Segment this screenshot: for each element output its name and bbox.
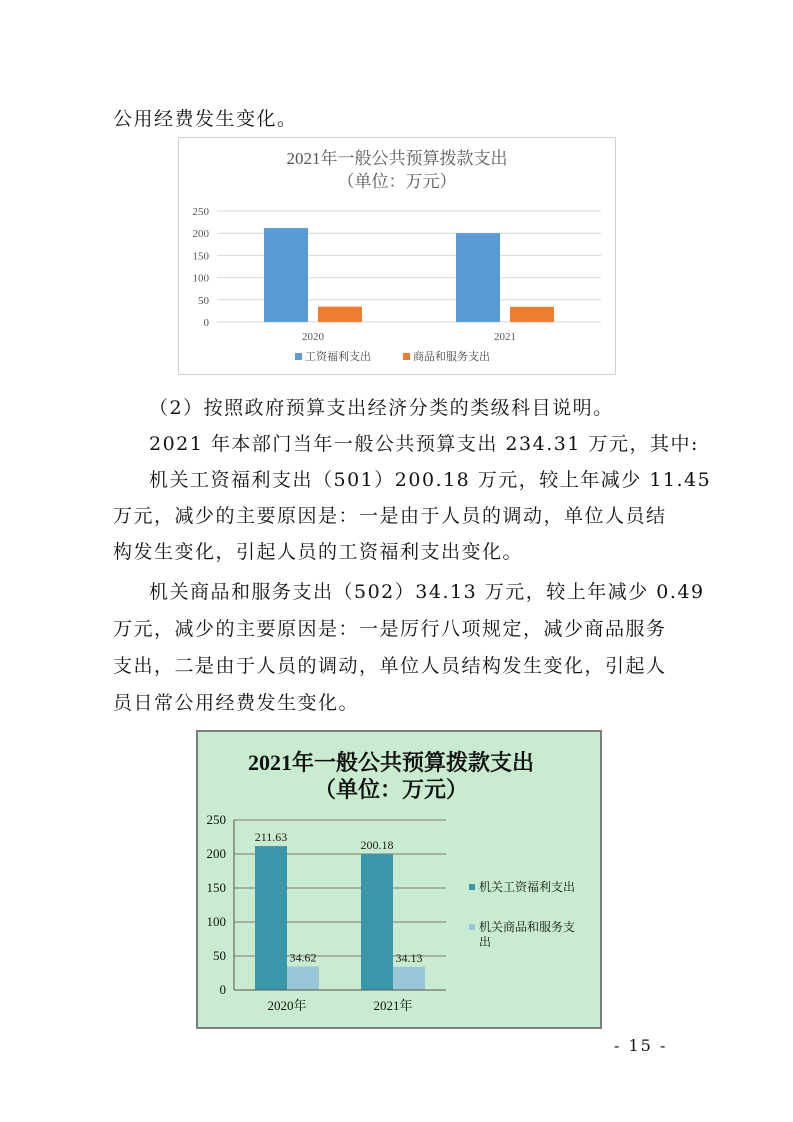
text-line-8: 万元，减少的主要原因是：一是厉行八项规定，减少商品服务 xyxy=(113,618,667,640)
text-line-4: 机关工资福利支出（501）200.18 万元，较上年减少 11.45 xyxy=(149,469,712,491)
text-line-9: 支出，二是由于人员的调动，单位人员结构发生变化，引起人 xyxy=(113,655,667,677)
c2-ytick-4: 200 xyxy=(206,846,226,861)
c2-bar-0-1 xyxy=(287,966,319,990)
chart-1-legend-label-1: 商品和服务支出 xyxy=(413,351,490,363)
text-line-7: 机关商品和服务支出（502）34.13 万元，较上年减少 0.49 xyxy=(149,581,705,603)
c1-bar-1-0 xyxy=(456,233,500,322)
c1-xtick-1: 2021 xyxy=(494,331,516,343)
c2-data-label-1-1: 34.13 xyxy=(395,950,423,965)
c2-ytick-5: 250 xyxy=(206,812,226,827)
c2-ytick-0: 0 xyxy=(219,982,226,997)
chart-2-title: 2021年一般公共预算拨款支出 xyxy=(247,750,535,775)
chart-2-legend-label-1: 机关商品和服务支 xyxy=(479,920,576,934)
c2-data-label-1-0: 200.18 xyxy=(360,837,394,852)
chart-1-title: 2021年一般公共预算拨款支出 xyxy=(286,149,508,168)
page-number: - 15 - xyxy=(614,1036,668,1055)
chart-2 xyxy=(198,732,600,1027)
text-line-10: 员日常公用经费发生变化。 xyxy=(113,692,360,714)
c1-bar-1-1 xyxy=(510,307,554,322)
chart-1-legend-label-0: 工资福利支出 xyxy=(305,351,371,363)
c2-xtick-0: 2020年 xyxy=(267,998,307,1013)
chart-2-container xyxy=(196,730,602,1029)
chart-2-legend-swatch-1 xyxy=(469,924,475,930)
text-line-1: 公用经费发生变化。 xyxy=(113,108,298,130)
text-line-3: 2021 年本部门当年一般公共预算支出 234.31 万元，其中: xyxy=(149,433,699,455)
chart-1-legend-swatch-0 xyxy=(295,353,302,360)
c2-ytick-1: 50 xyxy=(213,948,226,963)
c2-bar-0-0 xyxy=(255,846,287,990)
c1-bar-0-0 xyxy=(264,228,308,322)
c2-data-label-0-1: 34.62 xyxy=(289,950,317,965)
c2-ytick-2: 100 xyxy=(206,914,226,929)
c2-xtick-1: 2021年 xyxy=(373,998,413,1013)
c1-bar-0-1 xyxy=(318,307,362,322)
chart-2-legend-label-1-wrap: 出 xyxy=(479,935,492,949)
c2-bar-1-0 xyxy=(361,854,393,990)
text-line-6: 构发生变化，引起人员的工资福利支出变化。 xyxy=(113,541,524,563)
c1-xtick-0: 2020 xyxy=(302,331,324,343)
c2-data-label-0-0: 211.63 xyxy=(254,830,288,845)
chart-1 xyxy=(179,138,615,374)
text-line-5: 万元，减少的主要原因是：一是由于人员的调动，单位人员结 xyxy=(113,505,667,527)
text-line-2: （2）按照政府预算支出经济分类的类级科目说明。 xyxy=(149,397,614,419)
c2-bar-1-1 xyxy=(393,967,425,990)
c1-ytick-5: 250 xyxy=(192,206,209,218)
chart-1-legend-swatch-1 xyxy=(403,353,410,360)
c1-ytick-4: 200 xyxy=(192,228,209,241)
chart-2-legend-swatch-0 xyxy=(469,884,475,890)
c1-ytick-3: 150 xyxy=(192,250,209,263)
chart-2-subtitle: （单位：万元） xyxy=(313,777,469,802)
c1-ytick-1: 50 xyxy=(198,294,209,307)
chart-1-container xyxy=(178,137,616,375)
chart-1-subtitle: （单位：万元） xyxy=(337,172,457,191)
c1-ytick-0: 0 xyxy=(203,317,209,329)
c1-ytick-2: 100 xyxy=(192,272,209,285)
c2-ytick-3: 150 xyxy=(206,880,226,895)
chart-2-legend-label-0: 机关工资福利支出 xyxy=(479,880,576,894)
